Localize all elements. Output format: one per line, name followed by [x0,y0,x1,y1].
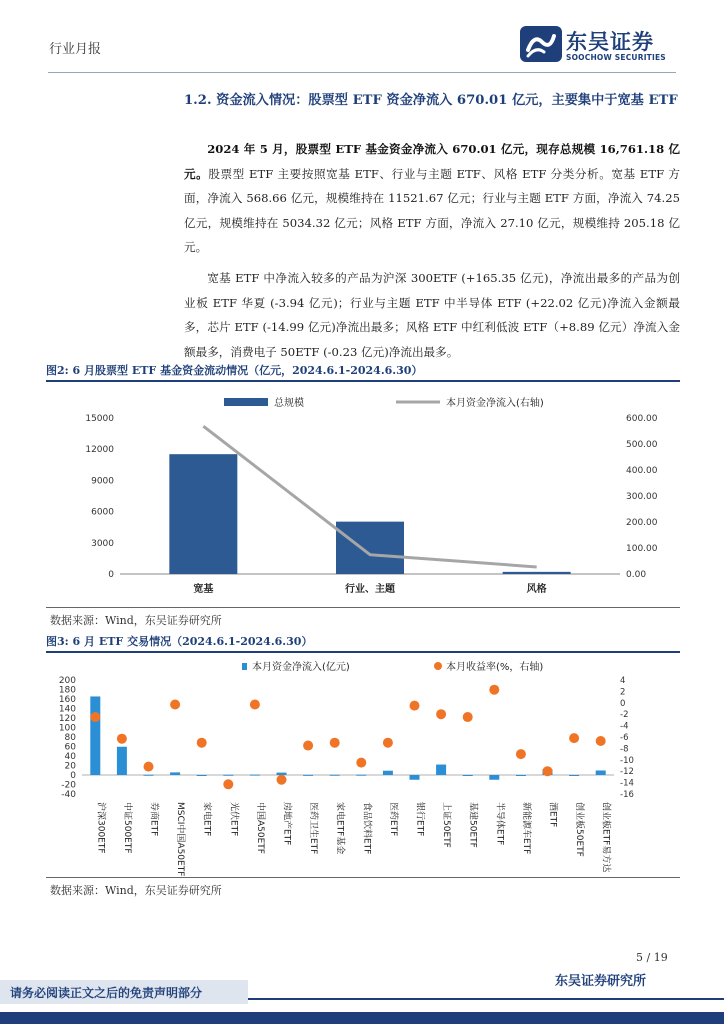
category-label: 新能源车ETF [520,802,531,855]
bar-net-inflow [569,775,579,776]
bar-net-inflow [197,775,207,776]
category-label: 医药ETF [387,802,398,837]
category-label: 行业、主题 [345,584,395,595]
left-tick-label: 100 [58,723,76,734]
left-tick-label: -40 [61,790,76,800]
dot-monthly-return [596,736,606,746]
right-tick-label: 500.00 [626,440,658,450]
legend-bar-swatch [242,663,247,670]
category-label: 银行ETF [414,802,425,837]
dot-monthly-return [383,738,393,748]
bar-net-inflow [410,775,420,780]
paragraph-1-highlight: 2024 年 5 月，股票型 ETF 基金资金净流入 670.01 亿元，现存总规模 16,761.18 亿元。 [184,142,680,181]
dot-monthly-return [170,700,180,710]
paragraph-1-body: 股票型 ETF 主要按照宽基 ETF、行业与主题 ETF、风格 ETF 分类分析。宽基 ETF 方面，净流入 568.66 亿元，规模维持在 11521.67 亿元；行业与主题 ETF 方面，净流入 74.25 亿元，规模维持在 5034.32 亿元；风格 ETF 方面，净流入 27.10 亿元，规模维持 205.18 亿元。 [184,166,680,254]
left-tick-label: 15000 [85,414,114,424]
right-tick-label: -14 [620,778,634,789]
bar-net-inflow [516,775,526,776]
category-label: 沪深300ETF [95,802,106,854]
bar-net-inflow [436,765,446,775]
legend-dot-label: 本月收益率(%，右轴) [446,662,544,673]
bar-net-inflow [383,771,393,775]
dot-monthly-return [117,734,127,744]
figure3-bottom-rule [46,877,680,878]
section-title: 1.2. 资金流入情况：股票型 ETF 资金净流入 670.01 亿元，主要集中于宽基 ETF [184,93,678,108]
dot-monthly-return [516,749,526,759]
bar-net-inflow [277,773,287,775]
header-divider [48,72,676,73]
category-label: 创业板ETF易方达 [600,802,611,873]
dot-monthly-return [90,712,100,722]
figure2-chart [46,384,680,606]
bar-net-inflow [356,775,366,776]
figure2-top-rule [46,380,680,382]
category-label: 家电ETF [201,802,212,837]
right-tick-label: 400.00 [626,466,658,476]
right-tick-label: -10 [620,755,634,766]
right-tick-label: -12 [620,767,634,778]
figure2-source: 数据来源：Wind，东吴证券研究所 [50,614,222,627]
bar-net-inflow [90,696,100,775]
bar-net-inflow [144,775,154,776]
dot-monthly-return [223,779,233,789]
bar-net-inflow [463,775,473,776]
right-tick-label: -8 [620,744,629,755]
dot-monthly-return [410,701,420,711]
legend-bar-swatch [224,398,268,406]
left-tick-label: 9000 [91,476,114,487]
category-label: 医药卫生ETF [308,802,319,855]
bar-net-inflow [596,770,606,775]
right-tick-label: -2 [620,710,629,721]
bar-net-inflow [250,775,260,776]
right-tick-label: 300.00 [626,492,658,502]
figure3-title: 图3: 6 月 ETF 交易情况（2024.6.1-2024.6.30） [46,635,313,648]
left-tick-label: 0 [70,771,76,781]
brand-name-en: SOOCHOW SECURITIES [566,53,666,62]
bar-total-scale [336,522,404,574]
category-label: 家电ETF基金 [334,802,345,855]
left-tick-label: 40 [64,752,76,762]
left-tick-label: 180 [58,685,76,696]
brand-logo-icon [520,26,562,62]
right-tick-label: 200.00 [626,518,658,528]
bar-net-inflow [170,772,180,775]
left-tick-label: 140 [58,704,76,715]
dot-monthly-return [543,766,553,776]
bar-total-scale [169,454,237,574]
category-label: 创业板50ETF [574,802,585,857]
dot-monthly-return [569,733,579,743]
figure2-bottom-rule [46,607,680,608]
right-tick-label: 600.00 [626,414,658,424]
bar-net-inflow [489,775,499,780]
left-tick-label: 6000 [91,507,114,518]
right-tick-label: -6 [620,733,629,743]
bar-net-inflow [303,775,313,776]
category-label: 光伏ETF [228,802,239,837]
legend-bar-label: 总规模 [274,398,304,409]
footer-institute: 东吴证券研究所 [555,974,647,989]
dot-monthly-return [197,738,207,748]
left-tick-label: 60 [64,742,76,753]
dot-monthly-return [303,741,313,751]
right-tick-label: 100.00 [626,544,658,554]
category-label: 风格 [526,584,547,595]
dot-monthly-return [463,712,473,722]
right-tick-label: 0.00 [626,570,647,580]
right-tick-label: -16 [620,790,634,800]
right-tick-label: -4 [620,721,629,732]
category-label: 半导体ETF [494,802,505,846]
dot-monthly-return [489,685,499,695]
legend-line-label: 本月资金净流入(右轴) [446,398,544,409]
dot-monthly-return [330,738,340,748]
right-tick-label: 0 [620,698,626,709]
bar-total-scale [503,572,571,574]
paragraph-1 [184,137,680,260]
category-label: 基建50ETF [467,802,478,848]
footer-bar [0,1012,724,1024]
brand-name: 东吴证券 [566,30,654,54]
category-label: 上证50ETF [441,802,452,848]
dot-monthly-return [356,758,366,768]
figure3-source: 数据来源：Wind，东吴证券研究所 [50,884,222,897]
bar-net-inflow [117,747,127,775]
bar-net-inflow [330,775,340,776]
dot-monthly-return [250,700,260,710]
left-tick-label: -20 [61,780,76,791]
figure3-top-rule [46,651,680,653]
report-type: 行业月报 [49,42,102,57]
category-label: 中证500ETF [121,802,132,854]
category-label: 酒ETF [547,802,558,828]
legend-bar-label: 本月资金净流入(亿元) [252,662,350,673]
footer-line [248,998,724,1000]
category-label: 食品饮料ETF [361,802,372,855]
left-tick-label: 0 [108,570,114,580]
category-label: 券商ETF [148,802,159,837]
page-number: 5 / 19 [636,951,668,964]
category-label: MSCI中国A50ETF [175,802,186,877]
left-tick-label: 20 [64,761,76,772]
category-label: 中国A50ETF [254,802,265,854]
left-tick-label: 160 [58,695,76,705]
left-tick-label: 80 [64,733,76,743]
dot-monthly-return [436,709,446,719]
footer-disclaimer: 请务必阅读正文之后的免责声明部分 [10,986,203,1000]
left-tick-label: 12000 [85,445,114,456]
left-tick-label: 200 [58,676,76,686]
dot-monthly-return [277,775,287,785]
bar-net-inflow [223,775,233,776]
left-tick-label: 120 [58,714,76,724]
category-label: 房地产ETF [281,802,292,846]
left-tick-label: 3000 [91,538,114,549]
right-tick-label: 4 [620,676,626,686]
paragraph-2: 宽基 ETF 中净流入较多的产品为沪深 300ETF (+165.35 亿元)，净流出最多的产品为创业板 ETF 华夏 (-3.94 亿元)；行业与主题 ETF 中半导体 ETF (+22.02 亿元)净流入金额最多，芯片 ETF (-14.99 亿元)净流出最多；风格 ETF 中红利低波 ETF（+8.89 亿元）净流入金额最多，消费电子 50ETF (-0.23 亿元)净流出最多。 [184,271,680,359]
figure2-title: 图2: 6 月股票型 ETF 基金资金流动情况（亿元，2024.6.1-2024.6.30） [46,364,423,377]
category-label: 宽基 [193,584,214,595]
legend-dot-swatch [434,662,442,670]
figure3-chart [46,655,680,877]
right-tick-label: 2 [620,687,626,698]
footer-disclaimer-box [0,980,248,1004]
dot-monthly-return [144,762,154,772]
